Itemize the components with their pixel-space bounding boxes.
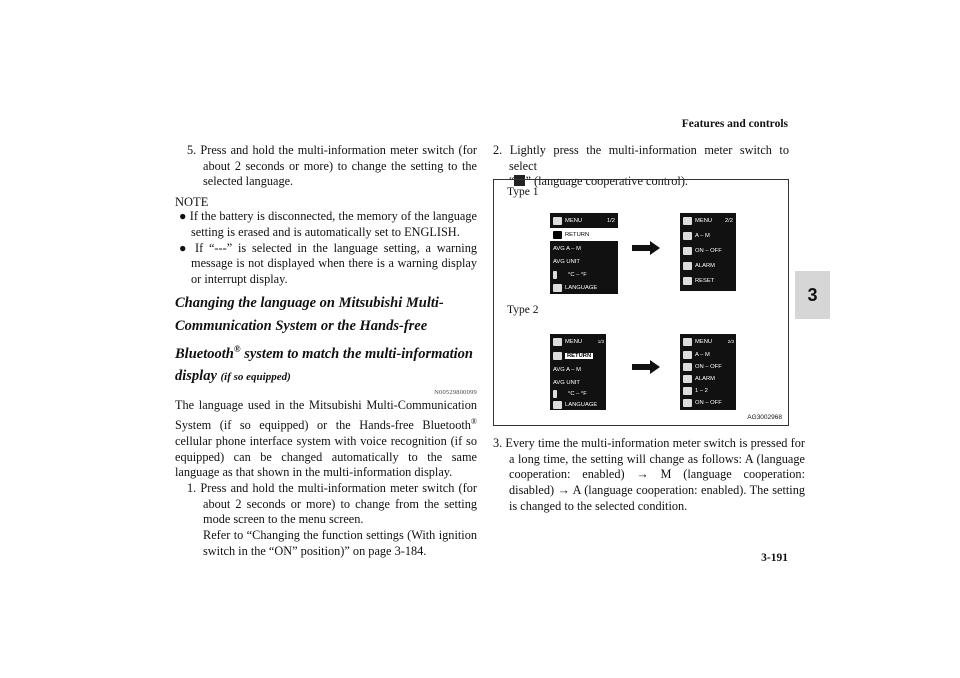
type-2-label: Type 2 <box>507 304 539 316</box>
screen-page: 2/2 <box>724 217 733 224</box>
arrow-right-icon <box>632 241 660 255</box>
screen-row: ON – OFF <box>695 363 722 370</box>
screen-header: MENU <box>565 338 583 345</box>
alarm-icon <box>683 262 692 270</box>
intro-part-a: The language used in the Mitsubishi Multi-Communication System (if so equipped) or the Hands-free Bluetooth <box>175 398 477 433</box>
menu-icon <box>553 338 562 346</box>
page-number: 3-191 <box>761 552 788 564</box>
screen-row: RETURN <box>565 231 590 238</box>
screen-row: A – M <box>695 232 710 239</box>
section-heading <box>175 292 477 390</box>
bullet-icon: ● <box>179 240 190 255</box>
speaker-icon <box>683 247 692 255</box>
screen-row: A – M <box>695 351 710 358</box>
screen-row: RETURN <box>567 352 592 359</box>
screen-row: AVG UNIT <box>553 379 580 386</box>
screen-row: AVG UNIT <box>553 258 580 265</box>
screen-row: RESET <box>695 277 715 284</box>
section-heading-part-b: system to match the multi-information display <box>175 345 473 385</box>
registered-mark: ® <box>233 343 241 354</box>
screen-row: ALARM <box>695 262 715 269</box>
chapter-tab: 3 <box>795 271 830 319</box>
type1-menu-screen-2 <box>680 213 736 291</box>
left-column <box>175 143 477 560</box>
screen-row: ON – OFF <box>695 399 722 406</box>
screen-page: 1/2 <box>606 217 615 224</box>
arrow-right-icon <box>632 360 660 374</box>
note-bullet-1 <box>175 209 477 240</box>
intro-paragraph <box>175 398 477 481</box>
screen-row: °C – °F <box>568 390 587 397</box>
screen-row: ALARM <box>695 375 715 382</box>
step-2-text-end: ” (language cooperative control). <box>525 174 688 189</box>
registered-mark: ® <box>470 417 477 427</box>
thermometer-icon <box>553 390 557 398</box>
note-bullet-1-text: If the battery is disconnected, the memory of the language setting is erased and is automatically set to ENGLISH. <box>189 209 477 239</box>
intro-part-b: cellular phone interface system with voice recognition (if so equipped) can be changed automatically to the same language as that shown in the multi-information display. <box>175 433 477 480</box>
screen-row: 1 – 2 <box>695 387 708 394</box>
menu-icon <box>683 217 692 225</box>
step-1: 1. Press and hold the multi-information meter switch (for about 2 seconds or more) to change from the setting mode screen to the menu screen. <box>187 481 477 527</box>
step-2-text: 2. Lightly press the multi-information meter switch to select <box>493 143 789 173</box>
turn-signal-icon <box>683 387 692 395</box>
return-icon <box>553 231 562 239</box>
language-cooperation-icon <box>683 351 692 359</box>
section-heading-part-a: Changing the language on Mitsubishi Multi-Communication System or the Hands-free Bluetooth <box>175 294 444 362</box>
screen-row: LANGUAGE <box>565 284 598 291</box>
type-1-label: Type 1 <box>507 186 539 198</box>
menu-icon <box>553 217 562 225</box>
screen-row: AVG A – M <box>553 366 581 373</box>
section-heading-qualifier: (if so equipped) <box>220 371 291 384</box>
screen-page: 1/3 <box>597 339 604 344</box>
step-1-reference: Refer to “Changing the function settings (With ignition switch in the “ON” position)” on page 3-184. <box>203 528 477 558</box>
reset-icon <box>683 277 692 285</box>
speaker-icon <box>683 363 692 371</box>
note-bullet-2 <box>175 241 477 288</box>
note-title: NOTE <box>175 195 209 210</box>
screen-row: AVG A – M <box>553 245 581 252</box>
screen-header: MENU <box>695 217 713 224</box>
type2-menu-screen-1 <box>550 334 606 410</box>
step-5: 5. Press and hold the multi-information meter switch (for about 2 seconds or more) to change the setting to the selected language. <box>187 143 477 189</box>
language-icon <box>553 284 562 292</box>
type1-menu-screen-1 <box>550 213 618 294</box>
bullet-icon: ● <box>179 209 187 224</box>
screen-row: ON – OFF <box>695 247 722 254</box>
section-code: N00529800099 <box>434 389 477 397</box>
running-header: Features and controls <box>681 118 788 130</box>
type2-menu-screen-2 <box>680 334 736 410</box>
note-bullet-2-text: If “---” is selected in the language setting, a warning message is not displayed when there is a warning display or interrupt display. <box>191 240 478 286</box>
step-3: 3. Every time the multi-information meter switch is pressed for a long time, the setting will change as follows: A (language cooperation: enabled) → M (language cooperation: disabled) → A (language cooperation: enabled). The setting is changed to the selected condition. <box>493 436 805 513</box>
language-cooperation-icon <box>683 232 692 240</box>
figure-box <box>493 179 789 426</box>
alarm-icon <box>683 375 692 383</box>
menu-icon <box>683 338 692 346</box>
figure-code: AG3002968 <box>747 414 782 421</box>
thermometer-icon <box>553 271 557 279</box>
screen-header: MENU <box>565 217 583 224</box>
screen-row: °C – °F <box>568 271 587 278</box>
step-2-quote-open: “ <box>509 174 515 189</box>
screen-row: LANGUAGE <box>565 401 598 408</box>
screen-page: 2/3 <box>727 339 734 344</box>
return-icon <box>553 352 562 360</box>
screen-header: MENU <box>695 338 713 345</box>
door-lock-icon <box>683 399 692 407</box>
language-icon <box>553 401 562 409</box>
